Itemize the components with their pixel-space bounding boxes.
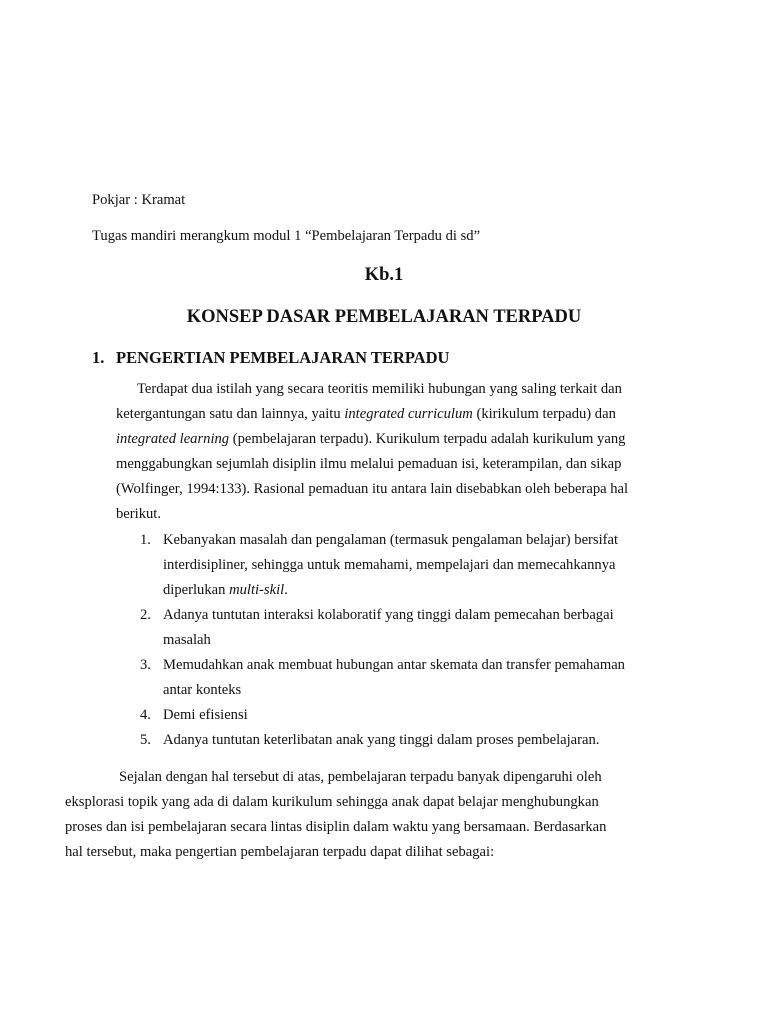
list-item-number: 2.	[140, 607, 151, 623]
closing-line-3: proses dan isi pembelajaran secara lintas disiplin dalam waktu yang bersamaan. Berdasarkan	[65, 819, 607, 835]
intro-line-6: berikut.	[116, 506, 161, 522]
pokjar-line: Pokjar : Kramat	[92, 192, 186, 208]
list-item-number: 5.	[140, 732, 151, 748]
term-integrated-curriculum: integrated curriculum	[344, 406, 473, 422]
intro-line-2b: (kirikulum terpadu) dan	[472, 406, 616, 422]
list-item-text: .	[284, 582, 288, 598]
closing-line-2: eksplorasi topik yang ada di dalam kurikulum sehingga anak dapat belajar menghubungkan	[65, 794, 599, 810]
list-item-number: 3.	[140, 657, 151, 673]
main-heading: KONSEP DASAR PEMBELAJARAN TERPADU	[186, 307, 582, 327]
section-title-text: PENGERTIAN PEMBELAJARAN TERPADU	[116, 348, 450, 367]
list-item	[140, 653, 680, 703]
list-item	[140, 728, 680, 753]
list-item-number: 1.	[140, 532, 151, 548]
closing-line-1: Sejalan dengan hal tersebut di atas, pembelajaran terpadu banyak dipengaruhi oleh	[119, 769, 602, 785]
list-item-text: antar konteks	[163, 682, 242, 698]
closing-paragraph	[65, 765, 682, 865]
list-item-text: Demi efisiensi	[163, 707, 248, 723]
section-number: 1.	[92, 348, 105, 367]
list-item-text: Adanya tuntutan keterlibatan anak yang tinggi dalam proses pembelajaran.	[163, 732, 600, 748]
term-integrated-learning: integrated learning	[116, 431, 230, 447]
list-item-text: interdisipliner, sehingga untuk memahami, mempelajari dan memecahkannya	[163, 557, 616, 573]
intro-line-1: Terdapat dua istilah yang secara teoritis memiliki hubungan yang saling terkait dan	[137, 381, 622, 397]
kb-heading: Kb.1	[364, 265, 404, 285]
section-title	[92, 348, 449, 368]
intro-line-5: (Wolfinger, 1994:133). Rasional pemaduan itu antara lain disebabkan oleh beberapa hal	[116, 481, 629, 497]
list-item-number: 4.	[140, 707, 151, 723]
term-multi-skil: multi-skil	[229, 582, 285, 598]
reasons-list	[140, 528, 680, 753]
task-line: Tugas mandiri merangkum modul 1 “Pembelajaran Terpadu di sd”	[92, 228, 481, 244]
list-item	[140, 603, 680, 653]
list-item-text: diperlukan	[163, 582, 230, 598]
intro-line-3: (pembelajaran terpadu). Kurikulum terpadu adalah kurikulum yang	[229, 431, 626, 447]
intro-line-4: menggabungkan sejumlah disiplin ilmu melalui pemaduan isi, keterampilan, dan sikap	[116, 456, 622, 472]
intro-line-2a: ketergantungan satu dan lainnya, yaitu	[116, 406, 345, 422]
list-item-text: Kebanyakan masalah dan pengalaman (termasuk pengalaman belajar) bersifat	[163, 532, 619, 548]
closing-line-4: hal tersebut, maka pengertian pembelajaran terpadu dapat dilihat sebagai:	[65, 844, 495, 860]
list-item-text: masalah	[163, 632, 211, 648]
list-item	[140, 703, 680, 728]
list-item	[140, 528, 680, 603]
list-item-text: Adanya tuntutan interaksi kolaboratif yang tinggi dalam pemecahan berbagai	[163, 607, 614, 623]
list-item-text: Memudahkan anak membuat hubungan antar skemata dan transfer pemahaman	[163, 657, 625, 673]
intro-paragraph	[116, 377, 676, 527]
